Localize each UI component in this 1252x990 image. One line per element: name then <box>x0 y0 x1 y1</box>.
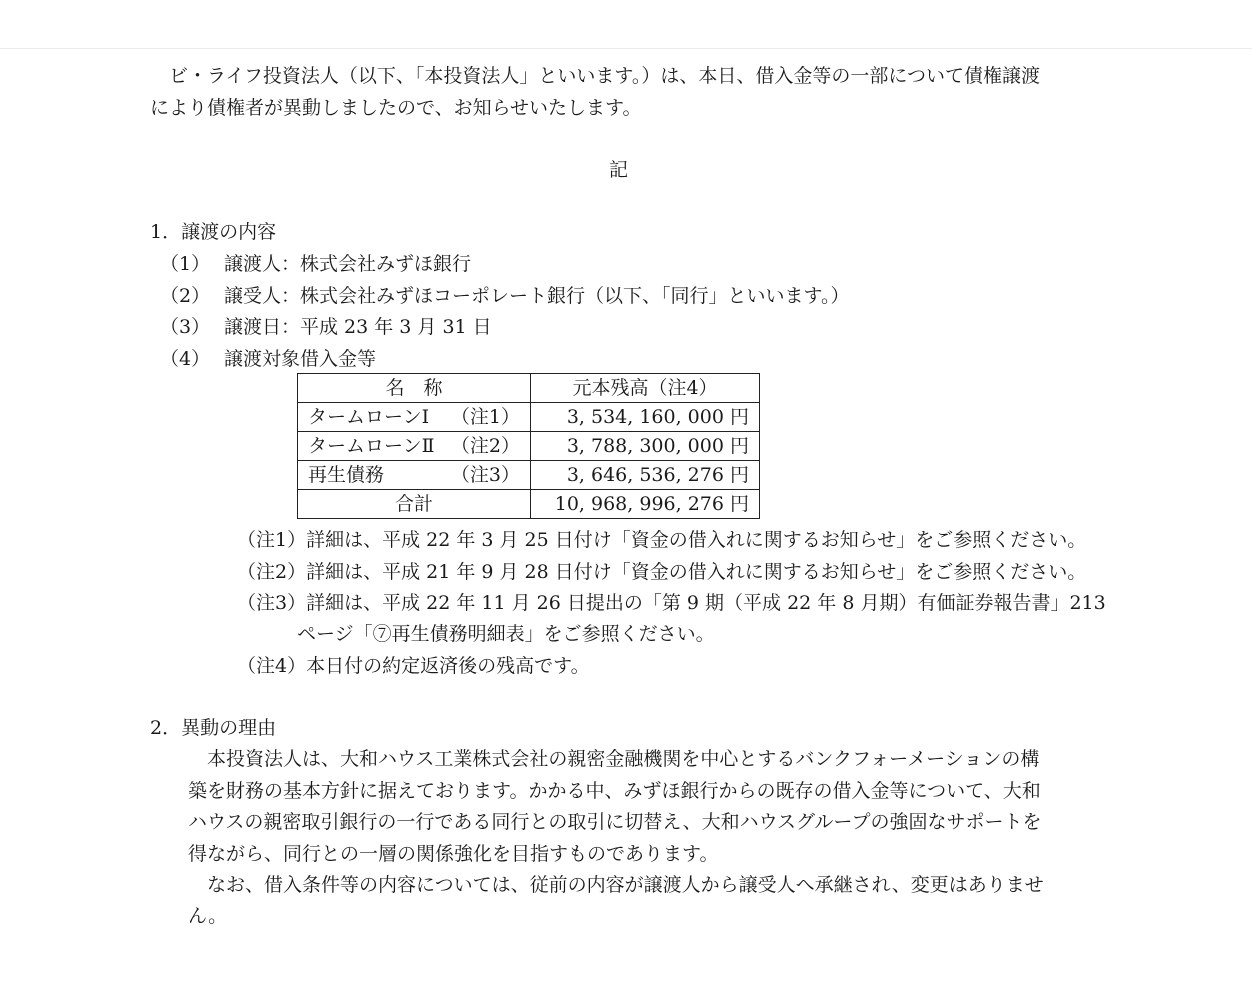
transfer-item-3 <box>160 315 492 339</box>
loan-name: タームローンⅠ <box>308 406 430 428</box>
note-3-continuation: ページ「⑦再生債務明細表」をご参照ください。 <box>297 623 715 645</box>
note-2: （注2）詳細は、平成 21 年 9 月 28 日付け「資金の借入れに関するお知らせ」をご参照ください。 <box>237 561 1087 583</box>
item-text: 譲渡対象借入金等 <box>224 348 377 370</box>
transfer-item-1 <box>160 252 471 276</box>
table-row <box>298 403 760 432</box>
reason-line-1: 本投資法人は、大和ハウス工業株式会社の親密金融機関を中心とするバンクフォーメーションの構 <box>207 748 1040 770</box>
header-name: 名 称 <box>298 374 531 403</box>
intro-line-1: ビ・ライフ投資法人（以下、「本投資法人」といいます。）は、本日、借入金等の一部について債権譲渡 <box>169 65 1040 87</box>
loan-amount: 3, 788, 300, 000 円 <box>531 432 760 461</box>
ki-heading: 記 <box>609 159 629 181</box>
reason-line-5: なお、借入条件等の内容については、従前の内容が譲渡人から譲受人へ承継され、変更はありませ <box>207 874 1044 896</box>
note-1: （注1）詳細は、平成 22 年 3 月 25 日付け「資金の借入れに関するお知らせ」をご参照ください。 <box>237 529 1087 551</box>
loan-note: （注3） <box>450 464 520 486</box>
header-balance: 元本残高（注4） <box>531 374 760 403</box>
table-header-row <box>298 374 760 403</box>
table-row <box>298 432 760 461</box>
item-number: （3） <box>160 316 211 338</box>
reason-line-6: ん。 <box>188 905 228 927</box>
loan-name: タームローンⅡ <box>308 435 435 457</box>
transfer-item-2 <box>160 284 849 308</box>
table-total-row <box>298 490 760 519</box>
item-number: （2） <box>160 285 211 307</box>
transfer-item-4 <box>160 347 376 371</box>
item-text: 譲渡人：株式会社みずほ銀行 <box>224 253 472 275</box>
note-4: （注4）本日付の約定返済後の残高です。 <box>237 655 590 677</box>
section-1-heading: 1．譲渡の内容 <box>150 221 277 243</box>
note-3: （注3）詳細は、平成 22 年 11 月 26 日提出の「第 9 期（平成 22 年 8 月期）有価証券報告書」213 <box>237 592 1106 614</box>
loan-note: （注2） <box>450 435 520 457</box>
table-row <box>298 461 760 490</box>
loan-amount: 3, 534, 160, 000 円 <box>531 403 760 432</box>
intro-line-2: により債権者が異動しましたので、お知らせいたします。 <box>150 97 642 119</box>
loan-name: 再生債務 <box>308 464 385 486</box>
section-2-heading: 2．異動の理由 <box>150 717 277 739</box>
item-number: （1） <box>160 253 211 275</box>
total-label: 合計 <box>298 490 531 519</box>
reason-line-3: ハウスの親密取引銀行の一行である同行との取引に切替え、大和ハウスグループの強固なサポートを <box>188 811 1042 833</box>
reason-line-4: 得ながら、同行との一層の関係強化を目指すものであります。 <box>188 843 719 865</box>
top-divider <box>0 48 1252 49</box>
item-text: 譲受人：株式会社みずほコーポレート銀行（以下、「同行」といいます。） <box>224 285 850 307</box>
loan-amount: 3, 646, 536, 276 円 <box>531 461 760 490</box>
loan-table <box>297 373 760 519</box>
loan-note: （注1） <box>450 406 520 428</box>
item-text: 譲渡日：平成 23 年 3 月 31 日 <box>224 316 492 338</box>
total-amount: 10, 968, 996, 276 円 <box>531 490 760 519</box>
item-number: （4） <box>160 348 211 370</box>
reason-line-2: 築を財務の基本方針に据えております。かかる中、みずほ銀行からの既存の借入金等について、大和 <box>188 780 1041 802</box>
